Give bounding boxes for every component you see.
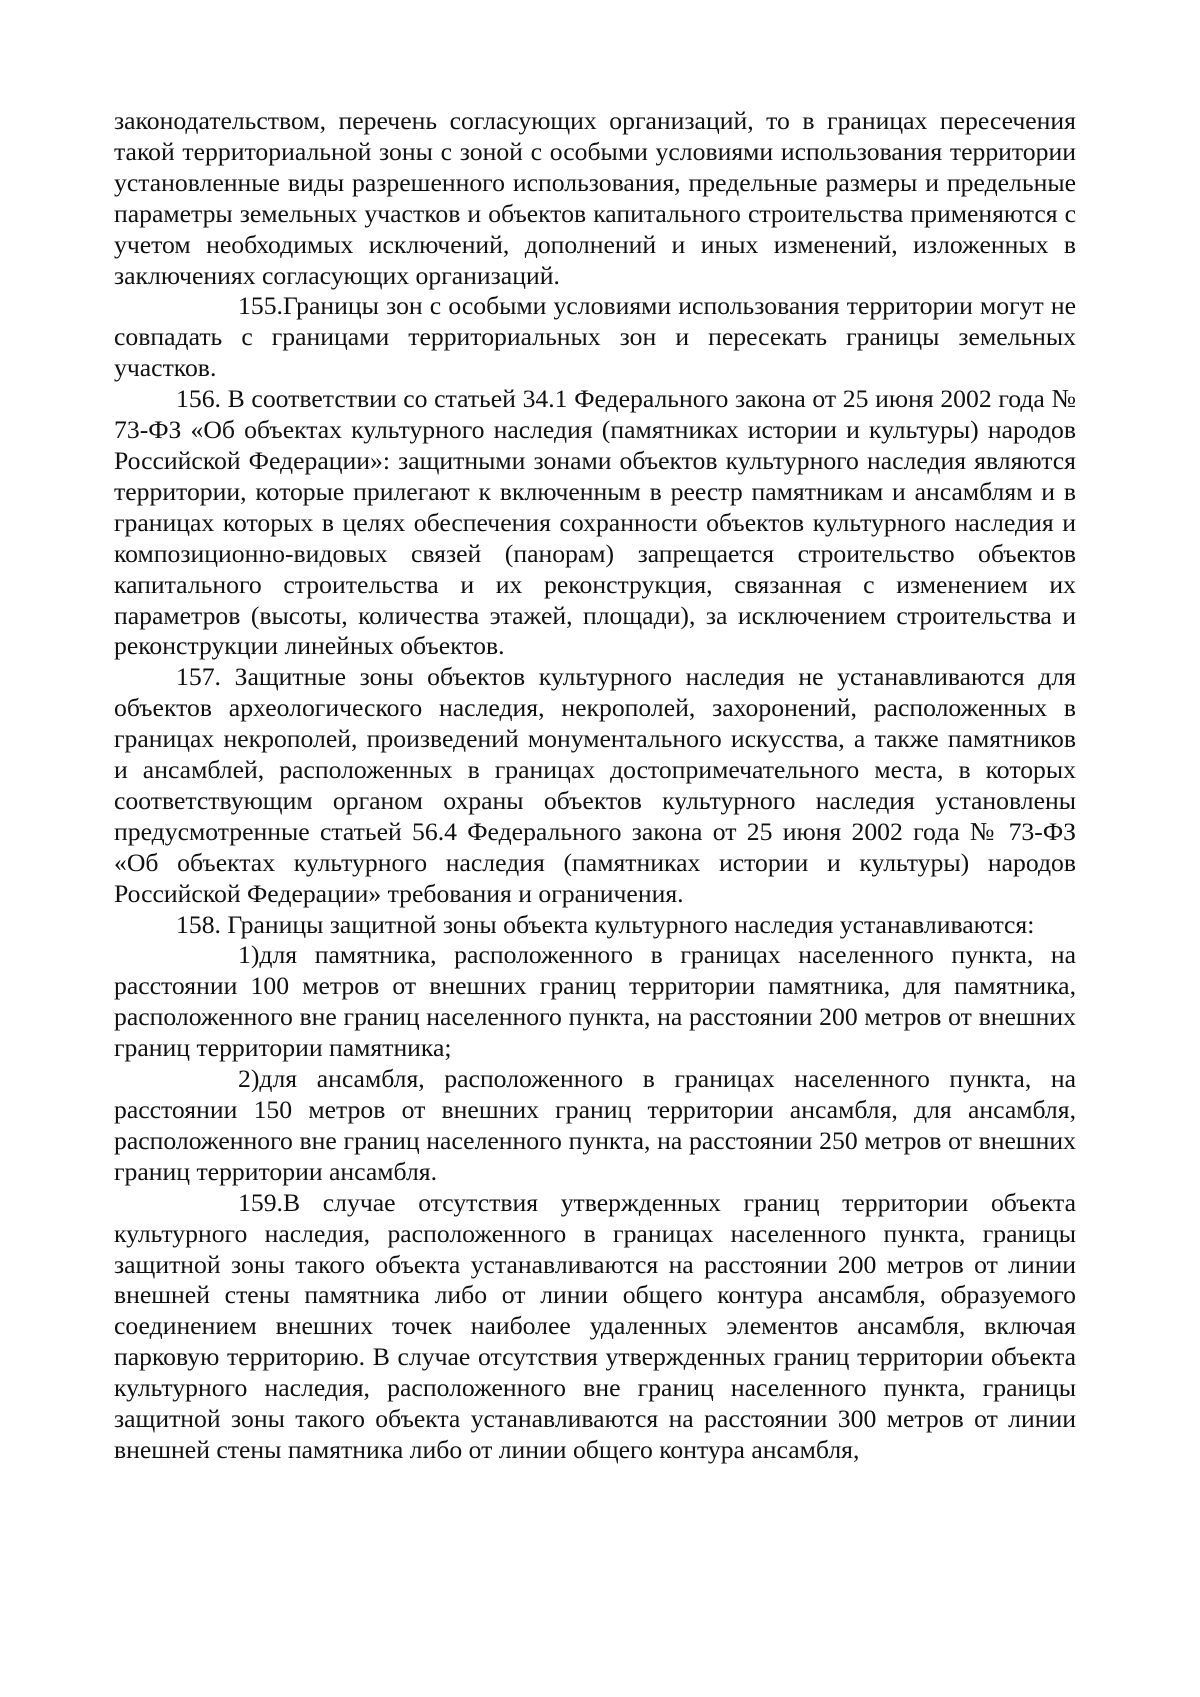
paragraph-text: 157. Защитные зоны объектов культурного наследия не устанавливаются для объектов археологического наследия, некрополей, захоронений, расположенных в границах некрополей, произведений монументального искусства, а также памятников и ансамблей, расположенных в границах достопримечательного места, в которых соответствующим органом охраны объектов культурного наследия установлены предусмотренные статьей 56.4 Федерального закона от 25 июня 2002 года № 73-ФЗ «Об объектах культурного наследия (памятниках истории и культуры) народов Российской Федерации» требования и ограничения. — [114, 662, 1076, 908]
paragraph-text: В случае отсутствия утвержденных границ территории объекта культурного наследия, расположенного в границах населенного пункта, границы защитной зоны такого объекта устанавливаются на расстоянии 200 метров от линии внешней стены памятника либо от линии общего контура ансамбля, образуемого соединением внешних точек наиболее удаленных элементов ансамбля, включая парковую территорию. В случае отсутствия утвержденных границ территории объекта культурного наследия, расположенного вне границ населенного пункта, границы защитной зоны такого объекта устанавливаются на расстоянии 300 метров от линии внешней стены памятника либо от линии общего контура ансамбля, — [114, 1187, 1076, 1464]
paragraph-159 — [114, 1188, 1076, 1466]
paragraph-156 — [114, 384, 1076, 662]
paragraph-155 — [114, 291, 1076, 384]
list-item-1 — [114, 940, 1076, 1064]
paragraph-157 — [114, 662, 1076, 909]
paragraph-number: 159. — [238, 1187, 283, 1217]
paragraph-continuation — [114, 106, 1076, 291]
paragraph-text: Границы зон с особыми условиями использования территории могут не совпадать с границами территориальных зон и пересекать границы земельных участков. — [114, 291, 1076, 383]
list-item-text: для памятника, расположенного в границах населенного пункта, на расстоянии 100 метров от внешних границ территории памятника, для памятника, расположенного вне границ населенного пункта, на расстоянии 200 метров от внешних границ территории памятника; — [114, 940, 1076, 1063]
paragraph-158 — [114, 910, 1076, 941]
list-item-2 — [114, 1064, 1076, 1188]
list-item-number: 2) — [238, 1064, 260, 1094]
list-item-text: для ансамбля, расположенного в границах населенного пункта, на расстоянии 150 метров от внешних границ территории ансамбля, для ансамбля, расположенного вне границ населенного пункта, на расстоянии 250 метров от внешних границ территории ансамбля. — [114, 1064, 1076, 1186]
paragraph-number: 155. — [238, 291, 283, 321]
document-page — [114, 106, 1076, 1466]
paragraph-text: 158. Границы защитной зоны объекта культурного наследия устанавливаются: — [176, 909, 1035, 939]
paragraph-text: 156. В соответствии со статьей 34.1 Федерального закона от 25 июня 2002 года № 73-ФЗ «Об объектах культурного наследия (памятниках истории и культуры) народов Российской Федерации»: защитными зонами объектов культурного наследия являются территории, которые прилегают к включенным в реестр памятникам и ансамблям и в границах которых в целях обеспечения сохранности объектов культурного наследия и композиционно-видовых связей (панорам) запрещается строительство объектов капитального строительства и их реконструкция, связанная с изменением их параметров (высоты, количества этажей, площади), за исключением строительства и реконструкции линейных объектов. — [114, 384, 1076, 661]
list-item-number: 1) — [238, 940, 260, 970]
paragraph-text: законодательством, перечень согласующих организаций, то в границах пересечения такой территориальной зоны с зоной с особыми условиями использования территории установленные виды разрешенного использования, предельные размеры и предельные параметры земельных участков и объектов капитального строительства применяются с учетом необходимых исключений, дополнений и иных изменений, изложенных в заключениях согласующих организаций. — [114, 106, 1076, 290]
